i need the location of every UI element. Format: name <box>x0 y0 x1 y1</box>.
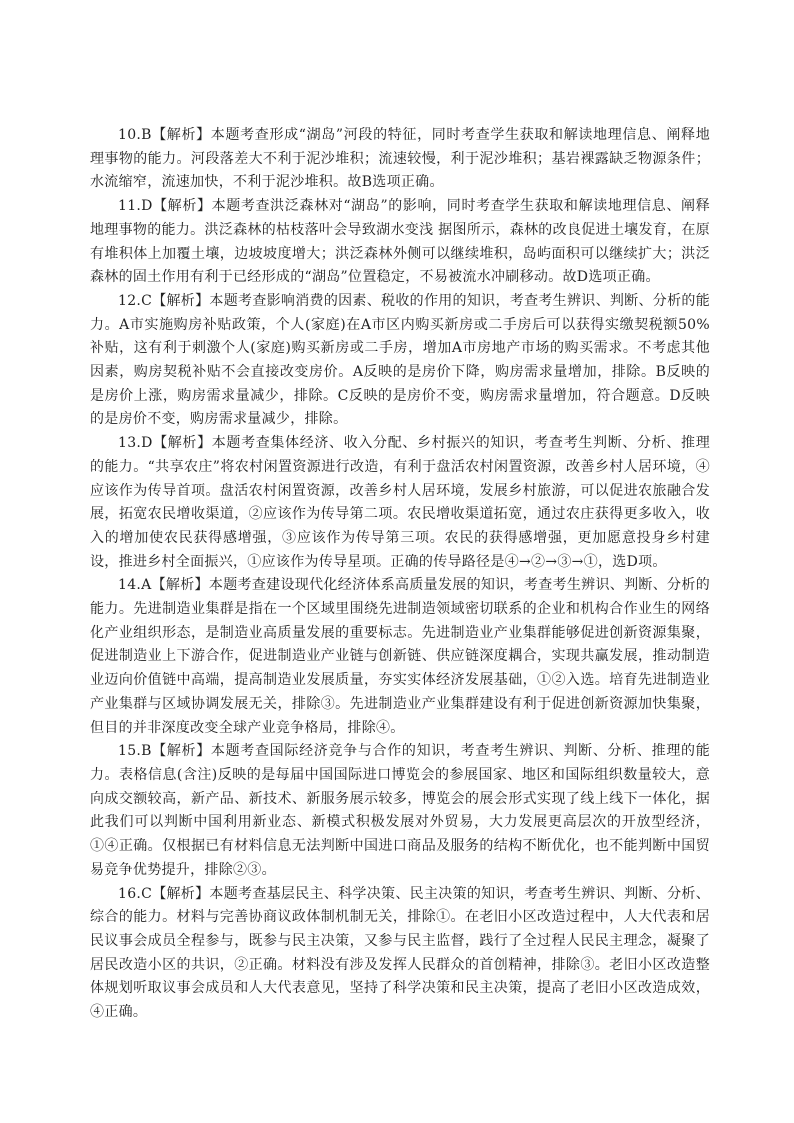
answer-12 <box>90 290 710 432</box>
answer-13 <box>90 432 710 574</box>
answer-text: 本题考查影响消费的因素、税收的作用的知识，考查考生辨识、判断、分析的能力。A市实施购房补贴政策，个人(家庭)在A市区内购买新房或二手房后可以获得实缴契税额50%补贴，这有利于刺激个人(家庭)购买新房或二手房，增加A市房地产市场的购买需求。不考虑其他因素，购房契税补贴不会直接改变房价。A反映的是房价下降，购房需求量增加，排除。B反映的是房价上涨，购房需求量减少，排除。C反映的是房价不变，购房需求量增加，符合题意。D反映的是房价不变，购房需求量减少，排除。 <box>90 292 710 428</box>
answer-text: 本题考查洪泛森林对“湖岛”的影响，同时考查学生获取和解读地理信息、阐释地理事物的能力。洪泛森林的枯枝落叶会导致湖水变浅 据图所示，森林的改良促进土壤发育，在原有堆积体上加覆土壤，边坡坡度增大；洪泛森林外侧可以继续堆积，岛屿面积可以继续扩大；洪泛森林的固土作用有利于已经形成的“湖岛”位置稳定，不易被流水冲刷移动。故D选项正确。 <box>90 198 710 286</box>
analysis-tag: 【解析】 <box>152 885 210 902</box>
answer-text: 本题考查国际经济竞争与合作的知识，考查考生辨识、判断、分析、推理的能力。表格信息(含注)反映的是每届中国国际进口博览会的参展国家、地区和国际组织数量较大，意向成交额较高，新产品、新技术、新服务展示较多，博览会的展会形式实现了线上线下一体化，据此我们可以判断中国利用新业态、新模式积极发展对外贸易，大力发展更高层次的开放型经济，①④正确。仅根据已有材料信息无法判断中国进口商品及服务的结构不断优化，也不能判断中国贸易竞争优势提升，排除②③。 <box>90 743 710 878</box>
answer-15 <box>90 740 710 882</box>
answer-10 <box>90 124 710 195</box>
analysis-tag: 【解析】 <box>152 292 210 309</box>
answer-explanations <box>90 124 710 1025</box>
answer-number: 16.C <box>118 885 153 902</box>
answer-14 <box>90 574 710 740</box>
answer-text: 本题考查建设现代化经济体系高质量发展的知识，考查考生辨识、判断、分析的能力。先进制造业集群是指在一个区域里围绕先进制造领域密切联系的企业和机构合作业生的网络化产业组织形态，是制造业高质量发展的重要标志。先进制造业产业集群能够促进创新资源集聚，促进制造业上下游合作，促进制造业产业链与创新链、供应链深度耦合，实现共赢发展，推动制造业迈向价值链中高端，提高制造业发展质量，夯实实体经济发展基础，①②入选。培育先进制造业产业集群与区域协调发展无关，排除③。先进制造业产业集群建设有利于促进创新资源加快集聚，但目的并非深度改变全球产业竞争格局，排除④。 <box>90 577 710 736</box>
analysis-tag: 【解析】 <box>151 127 211 143</box>
analysis-tag: 【解析】 <box>152 435 212 452</box>
answer-number: 13.D <box>118 435 153 452</box>
answer-text: 本题考查集体经济、收入分配、乡村振兴的知识，考查考生判断、分析、推理的能力。“共享农庄”将农村闲置资源进行改造，有利于盘活农村闲置资源，改善乡村人居环境，④应该作为传导首项。盘活农村闲置资源，改善乡村人居环境，发展乡村旅游，可以促进农旅融合发展，拓宽农民增收渠道，②应该作为传导第二项。农民增收渠道拓宽，通过农庄获得更多收入，收入的增加使农民获得感增强，③应该作为传导第三项。农民的获得感增强，更加愿意投身乡村建设，推进乡村全面振兴，①应该作为传导星项。正确的传导路径是④→②→③→①，选D项。 <box>90 435 710 570</box>
analysis-tag: 【解析】 <box>151 577 209 594</box>
analysis-tag: 【解析】 <box>152 198 212 215</box>
answer-number: 14.A <box>118 577 152 594</box>
answer-number: 10.B <box>118 127 152 143</box>
answer-text: 本题考查基层民主、科学决策、民主决策的知识，考查考生辨识、判断、分析、综合的能力。材料与完善协商议政体制机制无关，排除①。在老旧小区改造过程中，人大代表和居民议事会成员全程参与，既参与民主决策，又参与民主监督，践行了全过程人民民主理念，凝聚了居民改造小区的共识，②正确。材料没有涉及发挥人民群众的首创精神，排除③。老旧小区改造整体规划听取议事会成员和人大代表意见，坚持了科学决策和民主决策，提高了老旧小区改造成效，④正确。 <box>90 885 710 1021</box>
answer-text: 本题考查形成“湖岛”河段的特征，同时考查学生获取和解读地理信息、阐释地理事物的能力。河段落差大不利于泥沙堆积；流速较慢，利于泥沙堆积；基岩裸露缺乏物源条件；水流缩窄，流速加快，不利于泥沙堆积。故B选项正确。 <box>90 127 711 191</box>
answer-number: 15.B <box>118 743 152 760</box>
answer-number: 12.C <box>118 292 153 309</box>
analysis-tag: 【解析】 <box>151 743 211 760</box>
answer-11 <box>90 195 710 290</box>
answer-number: 11.D <box>118 198 153 215</box>
answer-16 <box>90 883 710 1025</box>
